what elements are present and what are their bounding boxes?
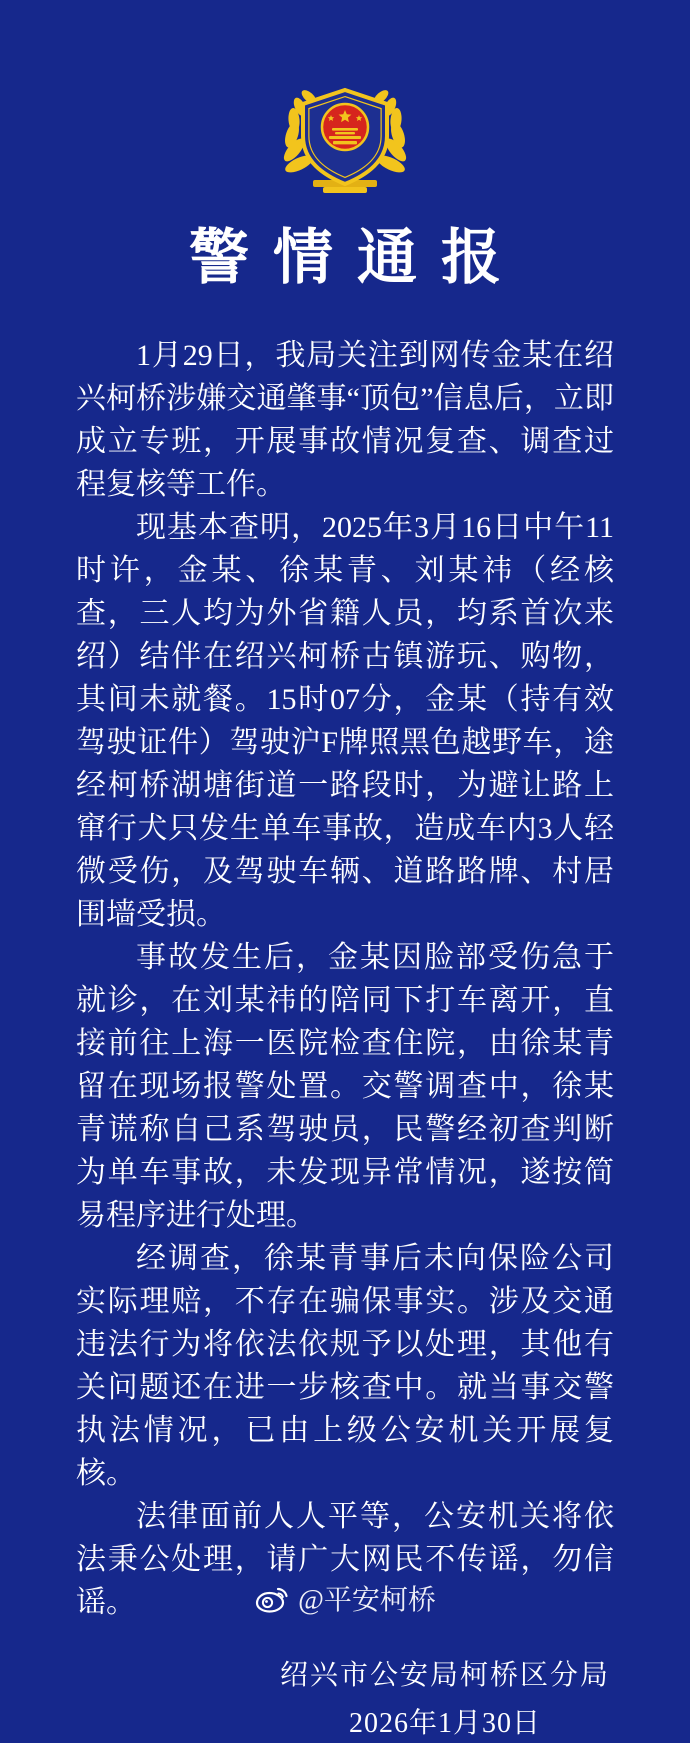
paragraph-5: 法律面前人人平等，公安机关将依法秉公处理，请广大网民不传谣，勿信谣。 bbox=[76, 1500, 614, 1619]
issue-date: 2026年1月30日 bbox=[348, 1708, 541, 1740]
signature-block bbox=[280, 1658, 610, 1743]
police-notice-page bbox=[0, 84, 690, 1740]
issuing-authority: 绍兴市公安局柯桥区分局 bbox=[279, 1660, 610, 1691]
paragraph-3: 事故发生后，金某因脸部受伤急于就诊，在刘某祎的陪同下打车离开，直接前往上海一医院检查住院，由徐某青留在现场报警处置。交警调查中，徐某青谎称自己系驾驶员，民警经初查判断为单车事故，未发现异常情况，遂按简易程序进行处理。 bbox=[76, 941, 614, 1232]
paragraph-1: 1月29日，我局关注到网传金某在绍兴柯桥涉嫌交通肇事“顶包”信息后，立即成立专班，开展事故情况复查、调查过程复核等工作。 bbox=[76, 339, 614, 501]
weibo-icon bbox=[254, 1582, 290, 1614]
weibo-watermark bbox=[0, 1578, 690, 1618]
notice-title: 警情通报 bbox=[189, 225, 525, 291]
paragraph-2: 现基本查明，2025年3月16日中午11时许，金某、徐某青、刘某祎（经核查，三人均为外省籍人员，均系首次来绍）结伴在绍兴柯桥古镇游玩、购物，其间未就餐。15时07分，金某（持有效驾驶证件）驾驶沪F牌照黑色越野车，途经柯桥湖塘街道一路段时，为避让路上窜行犬只发生单车事故，造成车内3人轻微受伤，及驾驶车辆、道路路牌、村居围墙受损。 bbox=[76, 511, 614, 931]
notice-body bbox=[76, 334, 614, 1624]
paragraph-4: 经调查，徐某青事后未向保险公司实际理赔，不存在骗保事实。涉及交通违法行为将依法依规予以处理，其他有关问题还在进一步核查中。就当事交警执法情况，已由上级公安机关开展复核。 bbox=[76, 1242, 614, 1490]
weibo-handle: @平安柯桥 bbox=[298, 1585, 436, 1616]
police-badge-icon bbox=[275, 84, 415, 196]
